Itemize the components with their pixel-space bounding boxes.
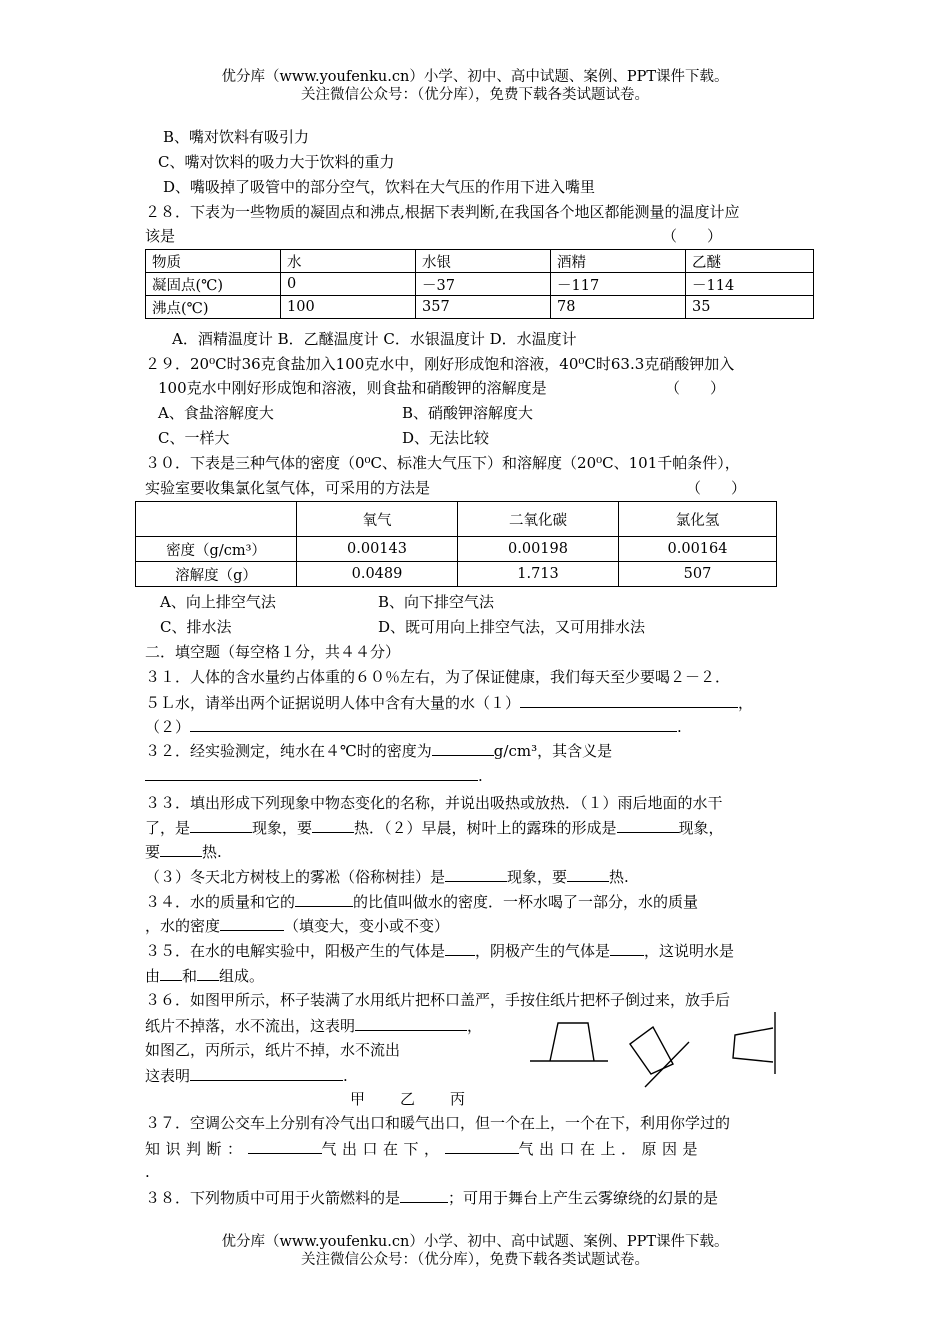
table-cell: 0.00198 [458, 537, 619, 562]
answer-blank[interactable] [445, 866, 507, 882]
q38-text: ３８．下列物质中可用于火箭燃料的是 [145, 1189, 401, 1207]
q33-text: 热. [609, 868, 629, 886]
figure-label-bing: 丙 [450, 1090, 466, 1108]
answer-blank[interactable] [445, 1138, 519, 1154]
q27-option-b: B、嘴对饮料有吸引力 [163, 128, 310, 146]
q33-line-1: ３３．填出形成下列现象中物态变化的名称，并说出吸热或放热．（１）雨后地面的水干 [145, 794, 723, 812]
answer-blank[interactable] [617, 817, 679, 833]
q30-answer-paren: （ ） [686, 479, 747, 497]
q35-line-1 [145, 940, 734, 961]
table-row [136, 562, 777, 587]
q33-text: 现象，要 [507, 868, 568, 886]
answer-blank[interactable] [400, 1187, 448, 1203]
table-cell: 357 [416, 296, 551, 319]
table-cell: 78 [551, 296, 686, 319]
q33-line-4 [145, 866, 629, 887]
answer-blank[interactable] [445, 940, 475, 956]
q29-option-b: B、硝酸钾溶解度大 [402, 404, 534, 422]
q35-text: 组成。 [219, 967, 265, 985]
figure-label-yi: 乙 [400, 1090, 416, 1108]
table-row [146, 273, 814, 296]
table-cell: 0.00164 [619, 537, 777, 562]
table-cell: 0 [281, 273, 416, 296]
table-row [136, 502, 777, 537]
q34-text: 的比值叫做水的密度．一杯水喝了一部分，水的质量 [353, 893, 699, 911]
q28-stem-line-1: ２８．下表为一些物质的凝固点和沸点,根据下表判断,在我国各个地区都能测量的温度计应 [145, 203, 740, 221]
q33-text: 现象，要 [252, 819, 313, 837]
q34-text: ３４．水的质量和它的 [145, 893, 296, 911]
q37-text: 知识判断： [145, 1140, 248, 1158]
table-cell: 氧气 [297, 502, 458, 537]
table-cell: －117 [551, 273, 686, 296]
q28-options: A．酒精温度计 B．乙醚温度计 C．水银温度计 D．水温度计 [172, 330, 577, 348]
table-cell: 溶解度（g） [136, 562, 297, 587]
cup-figure-bing [725, 1008, 785, 1078]
table-cell: 35 [686, 296, 814, 319]
table-cell: 氯化氢 [619, 502, 777, 537]
q30-table [135, 501, 777, 587]
q31-line-1: ３１．人体的含水量约占体重的６０％左右，为了保证健康，我们每天至少要喝２－２． [145, 668, 731, 686]
q31-line-2-end: ， [738, 694, 754, 712]
q32-text-b: g/cm³，其含义是 [493, 742, 613, 760]
q31-line-3-text: （２） [145, 718, 191, 736]
q28-answer-paren: （ ） [662, 227, 723, 245]
table-cell: 1.713 [458, 562, 619, 587]
table-cell: －114 [686, 273, 814, 296]
footer-line-1: 优分库（www.youfenku.cn）小学、初中、高中试题、案例、PPT课件下载。 [221, 1234, 729, 1250]
table-row [136, 537, 777, 562]
q37-line-1: ３７．空调公交车上分别有冷气出口和暖气出口，但一个在上，一个在下，利用你学过的 [145, 1114, 731, 1132]
figure-label-jia: 甲 [350, 1090, 366, 1108]
answer-blank[interactable] [432, 740, 494, 756]
table-cell: 水 [281, 250, 416, 273]
table-cell: 凝固点(℃) [146, 273, 281, 296]
q33-text: 热. [202, 843, 222, 861]
q35-text: ，阴极产生的气体是 [475, 942, 611, 960]
table-cell: 物质 [146, 250, 281, 273]
answer-blank[interactable] [190, 716, 677, 732]
q29-stem-line-2: 100克水中刚好形成饱和溶液，则食盐和硝酸钾的溶解度是 [158, 379, 547, 397]
q35-text: ，这说明水是 [644, 942, 735, 960]
answer-blank[interactable] [520, 692, 738, 708]
q36-line-1: ３６．如图甲所示，杯子装满了水用纸片把杯口盖严，手按住纸片把杯子倒过来，放手后 [145, 991, 731, 1009]
q32-line-1 [145, 740, 612, 761]
q29-option-c: C、一样大 [158, 429, 230, 447]
answer-blank[interactable] [160, 841, 202, 857]
table-cell: 乙醚 [686, 250, 814, 273]
q35-text: 由 [145, 967, 161, 985]
table-cell: 100 [281, 296, 416, 319]
table-cell: 沸点(℃) [146, 296, 281, 319]
q33-text: 要 [145, 843, 161, 861]
q37-line-3: . [145, 1163, 150, 1181]
section-title: 二．填空题（每空格１分，共４４分） [145, 643, 401, 661]
q29-answer-paren: （ ） [665, 379, 726, 397]
answer-blank[interactable] [220, 915, 284, 931]
q35-line-2 [145, 965, 264, 986]
q28-table [145, 249, 814, 319]
q36-text: ， [467, 1017, 483, 1035]
q36-text: 纸片不掉落，水不流出，这表明 [145, 1017, 356, 1035]
table-row [146, 250, 814, 273]
answer-blank[interactable] [197, 965, 219, 981]
q30-stem-line-2: 实验室要收集氯化氢气体，可采用的方法是 [145, 479, 431, 497]
q30-option-d: D、既可用向上排空气法，又可用排水法 [378, 618, 646, 636]
q33-text: 了，是 [145, 819, 191, 837]
q30-option-b: B、向下排空气法 [378, 593, 495, 611]
q32-line-2 [145, 765, 483, 786]
table-cell: 二氧化碳 [458, 502, 619, 537]
q29-option-d: D、无法比较 [402, 429, 490, 447]
answer-blank[interactable] [248, 1138, 322, 1154]
table-cell: 507 [619, 562, 777, 587]
q29-stem-line-1: ２９．20⁰C时36克食盐加入100克水中，刚好形成饱和溶液，40⁰C时63.3克硝酸钾加入 [145, 355, 735, 373]
q31-line-2 [145, 692, 753, 713]
q33-line-3 [145, 841, 222, 862]
q33-text: 热．（２）早晨，树叶上的露珠的形成是 [354, 819, 617, 837]
answer-blank[interactable] [567, 866, 609, 882]
q32-line-2-end: . [478, 767, 483, 785]
table-cell: 0.00143 [297, 537, 458, 562]
q35-text: 和 [182, 967, 198, 985]
table-cell: 酒精 [551, 250, 686, 273]
q33-text: （３）冬天北方树枝上的雾凇（俗称树挂）是 [145, 868, 446, 886]
q36-text: 这表明 [145, 1067, 191, 1085]
q36-line-2 [145, 1015, 482, 1036]
q36-line-3: 如图乙，丙所示，纸片不掉，水不流出 [145, 1041, 401, 1059]
q38-line-1 [145, 1187, 718, 1208]
q28-stem-line-2: 该是 [145, 227, 176, 245]
q37-text: 气出口在下， [321, 1140, 445, 1158]
q29-option-a: A、食盐溶解度大 [158, 404, 274, 422]
q36-line-4 [145, 1065, 348, 1086]
table-cell [136, 502, 297, 537]
q31-line-3-end: . [677, 718, 682, 736]
q34-text: （填变大，变小或不变） [284, 917, 450, 935]
q30-option-a: A、向上排空气法 [160, 593, 276, 611]
cup-figure-yi [625, 1022, 695, 1090]
answer-blank[interactable] [610, 940, 644, 956]
answer-blank[interactable] [160, 965, 182, 981]
q31-line-2-text: ５Ｌ水，请举出两个证据说明人体中含有大量的水（１） [145, 694, 521, 712]
answer-blank[interactable] [295, 891, 353, 907]
q34-line-1 [145, 891, 698, 912]
table-cell: 0.0489 [297, 562, 458, 587]
q34-text: ，水的密度 [145, 917, 221, 935]
q37-line-2 [145, 1138, 703, 1159]
q27-option-d: D、嘴吸掉了吸管中的部分空气，饮料在大气压的作用下进入嘴里 [163, 178, 596, 196]
cup-figure-jia [530, 1015, 610, 1070]
answer-blank[interactable] [190, 1065, 343, 1081]
q33-text: 现象， [678, 819, 724, 837]
table-cell: －37 [416, 273, 551, 296]
answer-blank[interactable] [355, 1015, 467, 1031]
q36-text: . [343, 1067, 348, 1085]
header-line-1: 优分库（www.youfenku.cn）小学、初中、高中试题、案例、PPT课件下载。 [221, 69, 729, 85]
answer-blank[interactable] [190, 817, 252, 833]
answer-blank[interactable] [145, 765, 478, 781]
q27-option-c: C、嘴对饮料的吸力大于饮料的重力 [158, 153, 395, 171]
q37-text: 气出口在上．原因是 [518, 1140, 704, 1158]
q34-line-2 [145, 915, 449, 936]
q32-text-a: ３２．经实验测定，纯水在４℃时的密度为 [145, 742, 432, 760]
q35-text: ３５．在水的电解实验中，阳极产生的气体是 [145, 942, 446, 960]
footer-line-2: 关注微信公众号：（优分库），免费下载各类试题试卷。 [301, 1252, 649, 1268]
answer-blank[interactable] [312, 817, 354, 833]
q30-stem-line-1: ３０．下表是三种气体的密度（0⁰C、标准大气压下）和溶解度（20⁰C、101千帕条件）， [145, 454, 740, 472]
table-row [146, 296, 814, 319]
table-cell: 密度（g/cm³） [136, 537, 297, 562]
q38-text: ；可用于舞台上产生云雾缭绕的幻景的是 [448, 1189, 719, 1207]
q33-line-2 [145, 817, 724, 838]
q31-line-3 [145, 716, 682, 737]
q30-option-c: C、排水法 [160, 618, 232, 636]
header-line-2: 关注微信公众号：（优分库），免费下载各类试题试卷。 [301, 87, 649, 103]
table-cell: 水银 [416, 250, 551, 273]
